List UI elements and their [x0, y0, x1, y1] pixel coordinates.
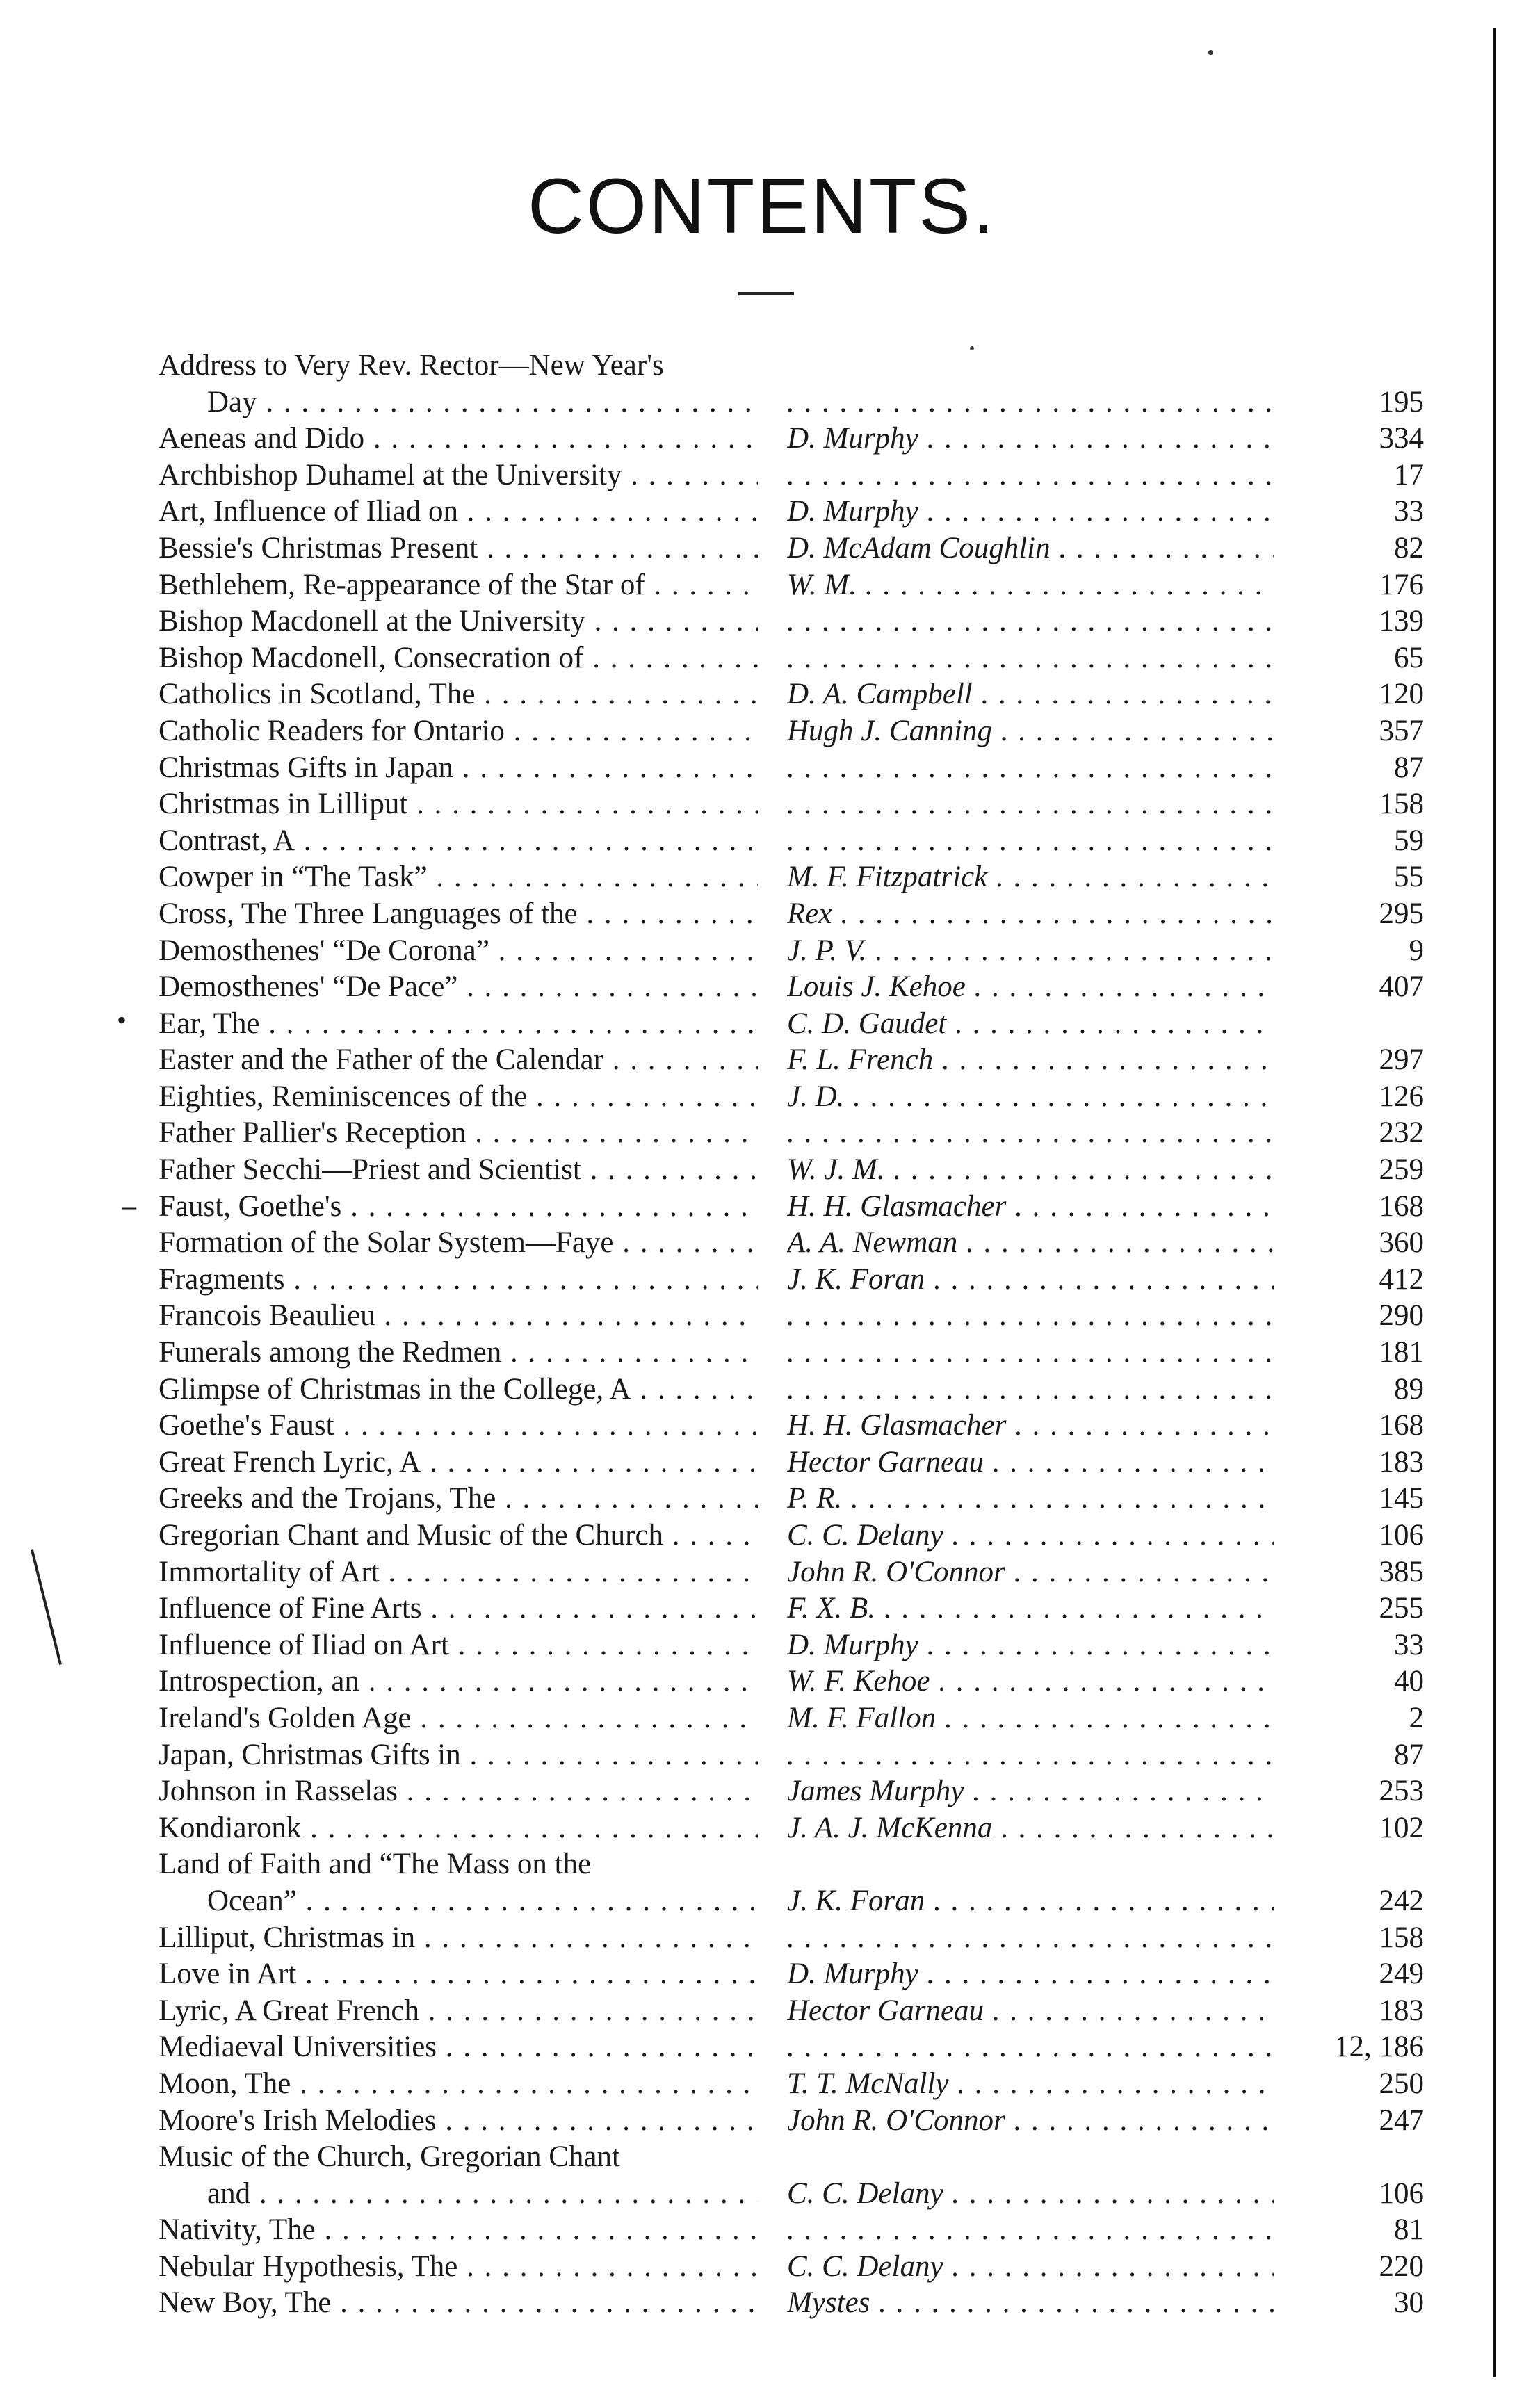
entry-title: Bishop Macdonell, Consecration of . . .	[159, 640, 758, 677]
contents-entry	[159, 1920, 1424, 1957]
entry-page-number: 247	[1379, 2104, 1424, 2137]
entry-author	[787, 640, 1274, 677]
entry-page-number: 139	[1379, 605, 1424, 638]
entry-author: J. D. . . .	[787, 1079, 1274, 1116]
entry-page-number: 81	[1394, 2213, 1424, 2247]
contents-entry	[159, 823, 1424, 860]
contents-entry	[159, 2139, 1424, 2212]
contents-entry	[159, 1408, 1424, 1445]
contents-entry	[159, 1773, 1424, 1810]
entry-page-number: 357	[1379, 714, 1424, 747]
contents-entry	[159, 896, 1424, 933]
entry-title: Greeks and the Trojans, The . . .	[159, 1481, 758, 1518]
entry-title: Love in Art . . .	[159, 1956, 758, 1993]
contents-entry	[159, 1372, 1424, 1408]
entry-title: Francois Beaulieu . . .	[159, 1298, 758, 1335]
entry-page-number: 33	[1394, 1628, 1424, 1661]
entry-page-number: 87	[1394, 1738, 1424, 1771]
entry-page-number: 176	[1379, 568, 1424, 601]
entry-author	[787, 2212, 1274, 2249]
entry-page-number: 407	[1379, 970, 1424, 1004]
entry-page-number: 220	[1379, 2250, 1424, 2283]
entry-author: Hugh J. Canning . . .	[787, 713, 1274, 750]
title-rule	[738, 292, 794, 295]
entry-title: Catholic Readers for Ontario . . .	[159, 713, 758, 750]
margin-line	[1493, 28, 1496, 2377]
entry-page-number: 195	[1379, 385, 1424, 418]
entry-page-number: 242	[1379, 1884, 1424, 1917]
entry-title: Nebular Hypothesis, The . . .	[159, 2249, 758, 2286]
contents-entry	[159, 1445, 1424, 1481]
entry-page-number: 168	[1379, 1189, 1424, 1223]
contents-entry	[159, 1993, 1424, 2030]
entry-title: Contrast, A . . .	[159, 823, 758, 860]
contents-entry	[159, 859, 1424, 896]
contents-entry	[159, 1225, 1424, 1262]
entry-title: Easter and the Father of the Calendar . . .	[159, 1042, 758, 1079]
entry-page-number: 2	[1409, 1701, 1424, 1734]
entry-title: Art, Influence of Iliad on . . .	[159, 494, 758, 530]
entry-title: Gregorian Chant and Music of the Church . . .	[159, 1518, 758, 1554]
entry-author: C. C. Delany . . .	[787, 2176, 1274, 2213]
entry-title: New Boy, The . . .	[159, 2285, 758, 2322]
entry-page-number: 253	[1379, 1775, 1424, 1808]
entry-page-number: 158	[1379, 788, 1424, 821]
entry-page-number: 59	[1394, 824, 1424, 857]
entry-author: Hector Garneau . . .	[787, 1445, 1274, 1481]
entry-title	[159, 1846, 758, 1919]
entry-author: W. J. M. . . .	[787, 1152, 1274, 1189]
entry-title: Influence of Iliad on Art . . .	[159, 1627, 758, 1664]
entry-page-number: 30	[1394, 2286, 1424, 2320]
entry-author	[787, 1372, 1274, 1408]
contents-entry	[159, 2285, 1424, 2322]
contents-entry	[159, 1006, 1424, 1043]
entry-title: Catholics in Scotland, The . . .	[159, 676, 758, 713]
contents-list	[159, 348, 1424, 2322]
contents-entry	[159, 457, 1424, 494]
entry-title: Eighties, Reminiscences of the . . .	[159, 1079, 758, 1116]
contents-entry	[159, 1737, 1424, 1774]
entry-author: Louis J. Kehoe . . .	[787, 969, 1274, 1006]
contents-entry	[159, 750, 1424, 787]
contents-entry	[159, 1115, 1424, 1152]
entry-title: Mediaeval Universities . . .	[159, 2029, 758, 2066]
entry-author: D. Murphy . . .	[787, 421, 1274, 457]
contents-entry	[159, 2249, 1424, 2286]
contents-entry	[159, 786, 1424, 823]
entry-title: Funerals among the Redmen . . .	[159, 1335, 758, 1372]
entry-author	[787, 786, 1274, 823]
entry-title: Introspection, an . . .	[159, 1663, 758, 1700]
contents-entry	[159, 933, 1424, 970]
entry-author: H. H. Glasmacher . . .	[787, 1189, 1274, 1226]
contents-entry	[159, 1627, 1424, 1664]
contents-entry	[159, 2066, 1424, 2103]
entry-author: Mystes . . .	[787, 2285, 1274, 2322]
entry-author: J. K. Foran . . .	[787, 1262, 1274, 1299]
contents-entry	[159, 1189, 1424, 1226]
entry-author: C. C. Delany . . .	[787, 1518, 1274, 1554]
entry-author	[787, 1115, 1274, 1152]
entry-page-number: 255	[1379, 1592, 1424, 1625]
contents-entry	[159, 1846, 1424, 1919]
margin-mark: •	[117, 1004, 127, 1036]
entry-author: H. H. Glasmacher . . .	[787, 1408, 1274, 1445]
entry-page-number: 106	[1379, 2177, 1424, 2210]
entry-page-number: 385	[1379, 1555, 1424, 1588]
entry-author	[787, 603, 1274, 640]
entry-page-number: 259	[1379, 1153, 1424, 1187]
entry-page-number: 65	[1394, 641, 1424, 674]
entry-page-number: 297	[1379, 1043, 1424, 1077]
entry-title: Christmas Gifts in Japan . . .	[159, 750, 758, 787]
entry-title: Nativity, The . . .	[159, 2212, 758, 2249]
entry-author: P. R. . . .	[787, 1481, 1274, 1518]
entry-page-number: 40	[1394, 1665, 1424, 1698]
entry-title: Demosthenes' “De Pace” . . .	[159, 969, 758, 1006]
contents-entry	[159, 603, 1424, 640]
entry-title: Immortality of Art . . .	[159, 1554, 758, 1591]
entry-title: Bishop Macdonell at the University . . .	[159, 603, 758, 640]
entry-title: Fragments . . .	[159, 1262, 758, 1299]
entry-author: D. Murphy . . .	[787, 1956, 1274, 1993]
contents-entry	[159, 1042, 1424, 1079]
entry-author: D. Murphy . . .	[787, 1627, 1274, 1664]
contents-entry	[159, 1518, 1424, 1554]
entry-author	[787, 823, 1274, 860]
entry-author: Rex . . .	[787, 896, 1274, 933]
contents-entry	[159, 1262, 1424, 1299]
contents-entry	[159, 348, 1424, 421]
entry-page-number: 106	[1379, 1519, 1424, 1552]
entry-page-number: 9	[1409, 934, 1424, 967]
entry-author: John R. O'Connor . . .	[787, 2103, 1274, 2140]
entry-author: W. M. . . .	[787, 567, 1274, 604]
contents-entry	[159, 494, 1424, 530]
entry-page-number: 360	[1379, 1226, 1424, 1260]
entry-title: Bethlehem, Re-appearance of the Star of . . .	[159, 567, 758, 604]
entry-page-number: 295	[1379, 897, 1424, 930]
entry-page-number: 183	[1379, 1445, 1424, 1479]
entry-page-number: 82	[1394, 531, 1424, 564]
margin-mark: –	[122, 1190, 136, 1221]
entry-author	[787, 1920, 1274, 1957]
entry-title: Faust, Goethe's . . .	[159, 1189, 758, 1226]
entry-author: C. D. Gaudet . . .	[787, 1006, 1274, 1043]
entry-title: Father Secchi—Priest and Scientist . . .	[159, 1152, 758, 1189]
entry-title: Ear, The . . .	[159, 1006, 758, 1043]
entry-page-number: 168	[1379, 1409, 1424, 1442]
entry-title: Formation of the Solar System—Faye . . .	[159, 1225, 758, 1262]
contents-entry	[159, 640, 1424, 677]
entry-title: Father Pallier's Reception . . .	[159, 1115, 758, 1152]
entry-author: J. K. Foran . . .	[787, 1883, 1274, 1920]
entry-page-number: 412	[1379, 1262, 1424, 1296]
contents-entry	[159, 530, 1424, 567]
entry-page-number: 120	[1379, 678, 1424, 711]
entry-author: D. A. Campbell . . .	[787, 676, 1274, 713]
contents-entry	[159, 1481, 1424, 1518]
entry-title: Archbishop Duhamel at the University . . .	[159, 457, 758, 494]
entry-title	[159, 348, 758, 421]
entry-title-line: Address to Very Rev. Rector—New Year's	[159, 349, 664, 382]
entry-page-number: 89	[1394, 1372, 1424, 1406]
entry-title: Lilliput, Christmas in . . .	[159, 1920, 758, 1957]
entry-title: Kondiaronk . . .	[159, 1810, 758, 1847]
entry-title: Cowper in “The Task” . . .	[159, 859, 758, 896]
entry-page-number: 87	[1394, 751, 1424, 784]
entry-author: F. X. B. . . .	[787, 1591, 1274, 1627]
stray-ink-dot	[1208, 50, 1213, 55]
entry-page-number: 183	[1379, 1994, 1424, 2027]
entry-author: T. T. McNally . . .	[787, 2066, 1274, 2103]
contents-entry	[159, 1700, 1424, 1737]
contents-entry	[159, 2212, 1424, 2249]
entry-author	[787, 1298, 1274, 1335]
entry-author	[787, 384, 1274, 421]
entry-page-number: 249	[1379, 1958, 1424, 1991]
entry-page-number: 33	[1394, 495, 1424, 528]
entry-author	[787, 750, 1274, 787]
contents-entry	[159, 1152, 1424, 1189]
contents-entry	[159, 1298, 1424, 1335]
entry-author	[787, 2029, 1274, 2066]
entry-title: Cross, The Three Languages of the . . .	[159, 896, 758, 933]
entry-title: Moon, The . . .	[159, 2066, 758, 2103]
entry-title: Aeneas and Dido . . .	[159, 421, 758, 457]
entry-author: J. P. V. . . .	[787, 933, 1274, 970]
entry-title: Moore's Irish Melodies . . .	[159, 2103, 758, 2140]
entry-author	[787, 1737, 1274, 1774]
entry-title-line: Ocean” . . .	[159, 1883, 758, 1920]
entry-page-number: 158	[1379, 1921, 1424, 1954]
entry-author: C. C. Delany . . .	[787, 2249, 1274, 2286]
entry-author	[787, 457, 1274, 494]
entry-page-number: 250	[1379, 2067, 1424, 2100]
entry-title: Lyric, A Great French . . .	[159, 1993, 758, 2030]
entry-title-line: Music of the Church, Gregorian Chant	[159, 2140, 620, 2174]
entry-page-number: 145	[1379, 1482, 1424, 1515]
entry-title	[159, 2139, 758, 2212]
entry-title-line: and . . .	[159, 2176, 758, 2213]
contents-entry	[159, 1335, 1424, 1372]
page-title: CONTENTS.	[527, 163, 997, 250]
entry-page-number: 12, 186	[1334, 2031, 1424, 2064]
contents-entry	[159, 713, 1424, 750]
entry-title-line: Land of Faith and “The Mass on the	[159, 1848, 592, 1881]
contents-entry	[159, 2029, 1424, 2066]
entry-title: Bessie's Christmas Present . . .	[159, 530, 758, 567]
entry-author: M. F. Fallon . . .	[787, 1700, 1274, 1737]
entry-title: Christmas in Lilliput . . .	[159, 786, 758, 823]
entry-title: Glimpse of Christmas in the College, A . . .	[159, 1372, 758, 1408]
entry-page-number: 290	[1379, 1299, 1424, 1333]
contents-entry	[159, 1663, 1424, 1700]
entry-author: D. Murphy . . .	[787, 494, 1274, 530]
entry-author: John R. O'Connor . . .	[787, 1554, 1274, 1591]
contents-entry	[159, 676, 1424, 713]
entry-title: Japan, Christmas Gifts in . . .	[159, 1737, 758, 1774]
contents-entry	[159, 1591, 1424, 1627]
entry-title: Goethe's Faust . . .	[159, 1408, 758, 1445]
entry-author: M. F. Fitzpatrick . . .	[787, 859, 1274, 896]
entry-author: A. A. Newman . . .	[787, 1225, 1274, 1262]
entry-page-number: 181	[1379, 1336, 1424, 1369]
entry-title: Ireland's Golden Age . . .	[159, 1700, 758, 1737]
pencil-mark	[31, 1549, 62, 1665]
entry-author	[787, 1335, 1274, 1372]
entry-page-number: 334	[1379, 422, 1424, 455]
entry-author: James Murphy . . .	[787, 1773, 1274, 1810]
contents-entry	[159, 421, 1424, 457]
entry-title-line: Day . . .	[159, 384, 758, 421]
entry-title: Johnson in Rasselas . . .	[159, 1773, 758, 1810]
entry-title: Great French Lyric, A . . .	[159, 1445, 758, 1481]
entry-author: Hector Garneau . . .	[787, 1993, 1274, 2030]
entry-title: Influence of Fine Arts . . .	[159, 1591, 758, 1627]
entry-page-number: 126	[1379, 1080, 1424, 1113]
contents-entry	[159, 1956, 1424, 1993]
entry-title: Demosthenes' “De Corona” . . .	[159, 933, 758, 970]
entry-page-number: 232	[1379, 1116, 1424, 1150]
contents-entry	[159, 567, 1424, 604]
entry-author: F. L. French . . .	[787, 1042, 1274, 1079]
entry-page-number: 102	[1379, 1811, 1424, 1844]
contents-entry	[159, 1810, 1424, 1847]
entry-author: J. A. J. McKenna . . .	[787, 1810, 1274, 1847]
contents-entry	[159, 969, 1424, 1006]
contents-entry	[159, 1554, 1424, 1591]
contents-entry	[159, 1079, 1424, 1116]
entry-author: W. F. Kehoe . . .	[787, 1663, 1274, 1700]
entry-page-number: 17	[1394, 458, 1424, 491]
entry-page-number: 55	[1394, 861, 1424, 894]
entry-author: D. McAdam Coughlin . . .	[787, 530, 1274, 567]
contents-entry	[159, 2103, 1424, 2140]
